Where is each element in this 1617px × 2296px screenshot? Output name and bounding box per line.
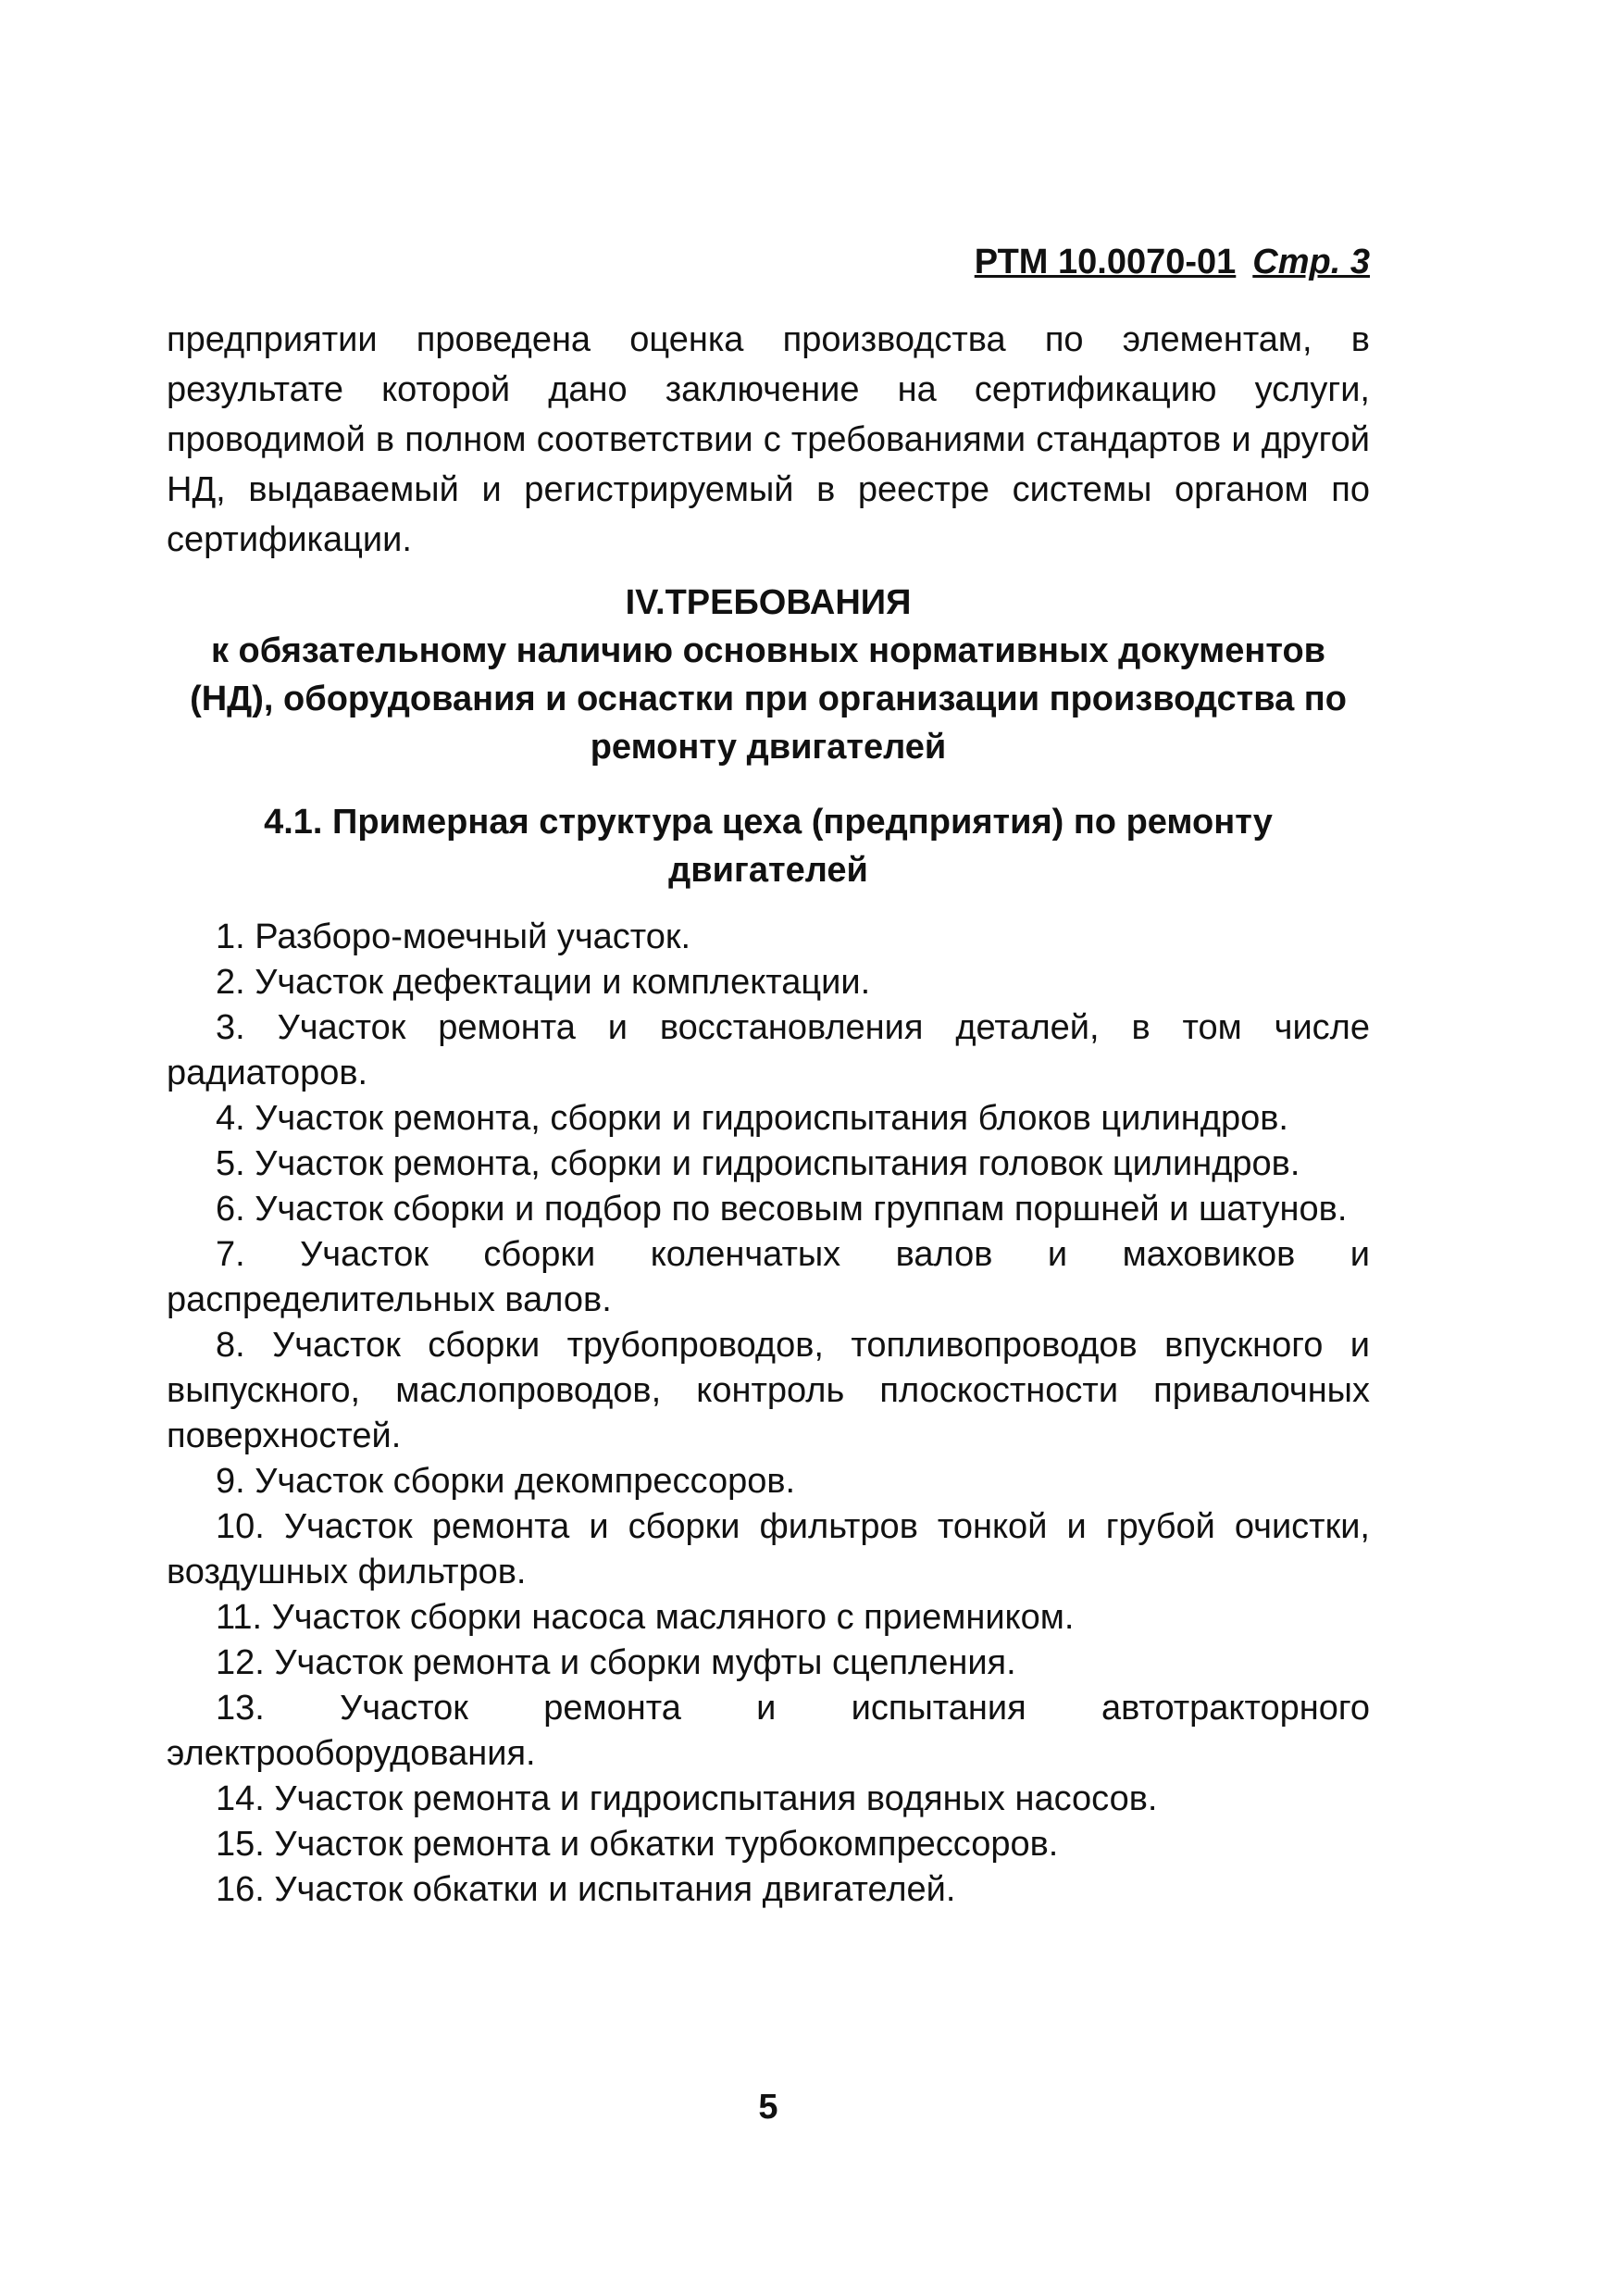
list-item: 13. Участок ремонта и испытания автотракторного электрооборудования. xyxy=(167,1689,1370,1773)
list-item: 6. Участок сборки и подбор по весовым группам поршней и шатунов. xyxy=(216,1190,1348,1229)
list-item: 15. Участок ремонта и обкатки турбокомпрессоров. xyxy=(216,1825,1059,1864)
list-item: 3. Участок ремонта и восстановления деталей, в том числе радиаторов. xyxy=(167,1008,1370,1092)
list-item: 16. Участок обкатки и испытания двигателей. xyxy=(216,1870,956,1909)
list-item: 5. Участок ремонта, сборки и гидроиспытания головок цилиндров. xyxy=(216,1144,1300,1183)
section-title: IV.ТРЕБОВАНИЯ xyxy=(625,583,912,622)
section-heading xyxy=(167,579,1370,771)
section-subtitle: к обязательному наличию основных нормативных документов (НД), оборудования и оснастки при организации производства по ремонту двигателей xyxy=(190,631,1347,767)
list-item: 8. Участок сборки трубопроводов, топливопроводов впускного и выпускного, маслопроводов, контроль плоскостности привалочных поверхностей. xyxy=(167,1326,1370,1455)
page-reference: Стр. 3 xyxy=(1252,243,1370,281)
list-item: 12. Участок ремонта и сборки муфты сцепления. xyxy=(216,1643,1016,1682)
list-item: 1. Разборо-моечный участок. xyxy=(216,917,691,956)
document-code: РТМ 10.0070-01 xyxy=(974,243,1237,281)
running-header xyxy=(167,239,1370,285)
workshop-structure-list xyxy=(167,915,1370,1913)
list-item: 4. Участок ремонта, сборки и гидроиспытания блоков цилиндров. xyxy=(216,1099,1288,1138)
list-item: 7. Участок сборки коленчатых валов и маховиков и распределительных валов. xyxy=(167,1235,1370,1319)
list-item: 10. Участок ремонта и сборки фильтров тонкой и грубой очистки, воздушных фильтров. xyxy=(167,1507,1370,1591)
list-item: 11. Участок сборки насоса масляного с приемником. xyxy=(216,1598,1075,1637)
page-number: 5 xyxy=(758,2088,778,2127)
intro-paragraph: предприятии проведена оценка производства по элементам, в результате которой дано заключение на сертификацию услуги, проводимой в полном соответствии с требованиями стандартов и другой НД, выдаваемый и регистрируемый в реестре системы органом по сертификации. xyxy=(167,320,1370,559)
list-item: 2. Участок дефектации и комплектации. xyxy=(216,963,871,1002)
subsection-title: 4.1. Примерная структура цеха (предприятия) по ремонту двигателей xyxy=(264,803,1273,890)
list-item: 9. Участок сборки декомпрессоров. xyxy=(216,1462,796,1501)
list-item: 14. Участок ремонта и гидроиспытания водяных насосов. xyxy=(216,1779,1158,1818)
